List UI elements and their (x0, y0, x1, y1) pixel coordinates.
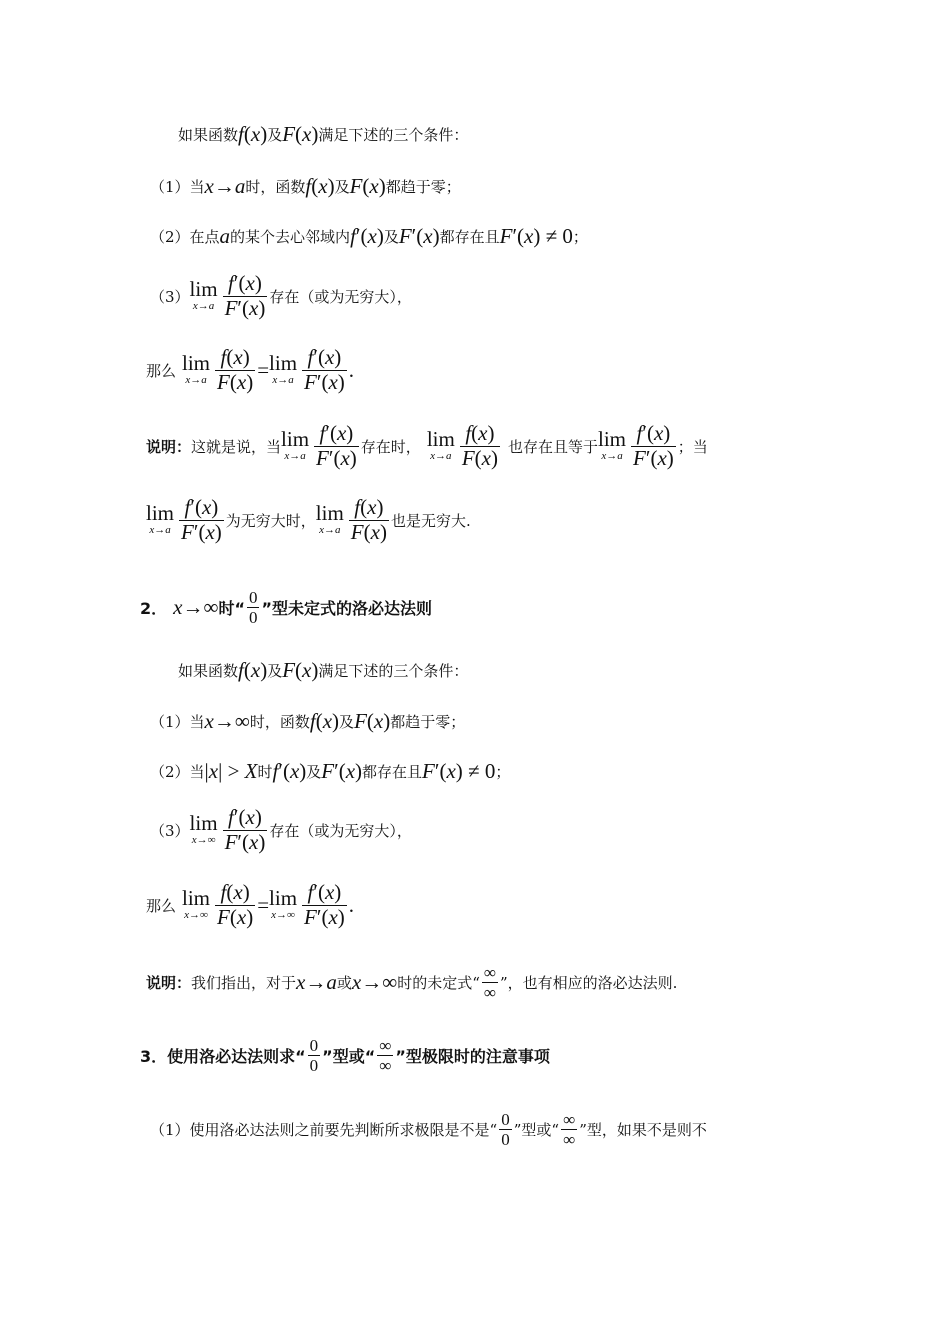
s2-cond-3 (150, 806, 412, 854)
period: . (348, 892, 355, 917)
limit-x-to-a: lim x→a (598, 427, 627, 463)
fraction-fprime-over-Fprime: $\frac{f'(x)}{F'(x)}$ (633, 421, 674, 470)
expr-F-x: F(x) (354, 709, 391, 733)
text: 及 (267, 126, 283, 144)
expr-x-to-a: x→a (296, 970, 337, 995)
limit-x-to-a: lim x→a (146, 501, 175, 537)
expr-f-x: f(x) (238, 658, 268, 682)
text: 满足下述的三个条件： (318, 662, 469, 680)
fraction-fprime-over-Fprime: $\frac{f'(x)}{F'(x)}$ (224, 805, 266, 854)
heading-text: ”型或“ (322, 1047, 376, 1067)
text: 使用洛必达法则之前要先判断所求极限是不是“ (189, 1121, 498, 1140)
text: 我们指出，对于 (191, 974, 297, 993)
limit-x-to-a: lim x→a (281, 427, 310, 463)
text: 都趋于零； (390, 713, 466, 731)
text: 及 (306, 763, 322, 781)
expr-f-x: f(x) (238, 122, 268, 146)
section-2-heading (140, 588, 432, 627)
fraction-f-over-F: $\frac{f(x)}{F(x)}$ (217, 880, 254, 929)
expr-Fprime-neq-0: F′(x) ≠ 0 (422, 759, 496, 783)
text: 如果函数 (178, 126, 239, 144)
text: 时，函数 (245, 178, 306, 196)
limit-x-to-inf: lim x→∞ (189, 811, 218, 847)
expr-abs-x-gt-X: |x| > X (204, 759, 258, 783)
text: 及 (383, 228, 399, 246)
text: 及 (267, 662, 283, 680)
text: （1）当 (150, 178, 205, 196)
s2-cond-1 (150, 711, 465, 732)
expr-x-to-inf: x→∞ (173, 595, 219, 620)
text: 也存在且等于 (507, 437, 598, 456)
text: 及 (339, 713, 355, 731)
fraction-zero-over-zero: $\frac{0}{0}$ (501, 1110, 510, 1150)
s2-note (146, 963, 677, 1002)
expr-x-to-inf: x→∞ (351, 970, 398, 995)
heading-number: 3． (140, 1047, 168, 1067)
expr-F-x: F(x) (282, 122, 319, 146)
text: 的某个去心邻域内 (230, 228, 351, 246)
text: 也是无穷大. (390, 511, 471, 530)
heading-text: 使用洛必达法则求“ (167, 1047, 306, 1067)
text: ； (495, 763, 511, 781)
text: ”型，如果不是则不 (579, 1121, 707, 1140)
text: 那么 (146, 896, 177, 915)
expr-x-to-inf: x→∞ (204, 709, 250, 733)
limit-x-to-a: lim x→a (189, 277, 218, 313)
expr-f-x: f(x) (305, 174, 335, 198)
limit-x-to-a: lim x→a (269, 351, 298, 387)
text: 这就是说，当 (191, 437, 282, 456)
limit-x-to-inf: lim x→∞ (182, 886, 211, 922)
s2-conclusion (146, 881, 354, 929)
text: 时，函数 (249, 713, 310, 731)
expr-Fprime-neq-0: F′(x) ≠ 0 (499, 224, 573, 248)
expr-F-x: F(x) (349, 174, 386, 198)
s1-cond-2 (150, 226, 588, 247)
text: 那么 (146, 361, 177, 380)
text: 存在（或为无穷大）， (269, 287, 412, 306)
expr-x-to-a: x→a (204, 174, 246, 198)
fraction-zero-over-zero: $\frac{0}{0}$ (248, 588, 258, 628)
fraction-fprime-over-Fprime: $\frac{f'(x)}{F'(x)}$ (304, 880, 345, 929)
note-label: 说明： (146, 437, 192, 456)
text: 及 (334, 178, 350, 196)
s1-note-2 (146, 496, 471, 544)
s1-cond-1 (150, 176, 461, 197)
fraction-inf-over-inf: $\frac{\infty}{\infty}$ (379, 1036, 392, 1076)
text: （2）当 (150, 763, 205, 781)
text: 存在（或为无穷大）， (269, 821, 412, 840)
text: 时的未定式“ (397, 974, 480, 993)
heading-text: ”型极限时的注意事项 (395, 1047, 550, 1067)
text: 都存在且 (362, 763, 423, 781)
text: （2）在点 (150, 228, 220, 246)
text: 存在时， (360, 437, 421, 456)
var-a: a (219, 224, 231, 248)
text: 都存在且 (439, 228, 500, 246)
fraction-f-over-F: $\frac{f(x)}{F(x)}$ (217, 345, 254, 394)
fraction-f-over-F: $\frac{f(x)}{F(x)}$ (461, 421, 498, 470)
text: （1）当 (150, 713, 205, 731)
equals: = (257, 892, 270, 917)
period: . (348, 357, 355, 382)
expr-f-x: f(x) (309, 709, 340, 733)
text: （3） (150, 287, 190, 306)
text: 如果函数 (178, 662, 239, 680)
s1-conclusion (146, 346, 354, 394)
text: 都趋于零； (385, 178, 461, 196)
text: ；当 (677, 437, 708, 456)
limit-x-to-inf: lim x→∞ (269, 886, 298, 922)
fraction-fprime-over-Fprime: $\frac{f'(x)}{F'(x)}$ (304, 345, 345, 394)
s2-cond-2 (150, 761, 510, 782)
section-3-heading (140, 1036, 550, 1075)
fraction-fprime-over-Fprime: $\frac{f'(x)}{F'(x)}$ (224, 271, 266, 320)
text: 为无穷大时， (225, 511, 316, 530)
text: ”型或“ (513, 1121, 560, 1140)
expr-fprime-x: f′(x) (272, 759, 307, 783)
expr-fprime-x: f′(x) (350, 224, 384, 248)
expr-Fprime-x: F′(x) (398, 224, 440, 248)
text: 时 (257, 763, 273, 781)
limit-x-to-a: lim x→a (426, 427, 455, 463)
text: （3） (150, 821, 190, 840)
fraction-zero-over-zero: $\frac{0}{0}$ (309, 1036, 319, 1076)
text: ； (572, 228, 588, 246)
s1-note-1 (146, 422, 708, 470)
equals: = (257, 357, 270, 382)
text: 或 (336, 974, 352, 993)
fraction-fprime-over-Fprime: $\frac{f'(x)}{F'(x)}$ (316, 421, 357, 470)
s3-item-1 (150, 1110, 707, 1149)
s1-cond-3 (150, 272, 412, 320)
fraction-fprime-over-Fprime: $\frac{f'(x)}{F'(x)}$ (181, 495, 222, 544)
text: ”，也有相应的洛必达法则. (499, 974, 678, 993)
heading-text: ”型未定式的洛必达法则 (261, 599, 433, 619)
text: 满足下述的三个条件： (318, 126, 469, 144)
fraction-f-over-F: $\frac{f(x)}{F(x)}$ (350, 495, 387, 544)
heading-number: 2． (140, 599, 168, 619)
limit-x-to-a: lim x→a (182, 351, 211, 387)
fraction-inf-over-inf: $\frac{\infty}{\infty}$ (563, 1110, 576, 1150)
expr-F-x: F(x) (282, 658, 319, 682)
s2-intro (178, 660, 468, 681)
note-label: 说明： (146, 974, 192, 993)
s1-intro (178, 124, 468, 145)
heading-text: 时“ (218, 599, 245, 619)
expr-Fprime-x: F′(x) (321, 759, 363, 783)
text: （1） (150, 1121, 190, 1140)
fraction-inf-over-inf: $\frac{\infty}{\infty}$ (483, 963, 496, 1003)
limit-x-to-a: lim x→a (315, 501, 344, 537)
